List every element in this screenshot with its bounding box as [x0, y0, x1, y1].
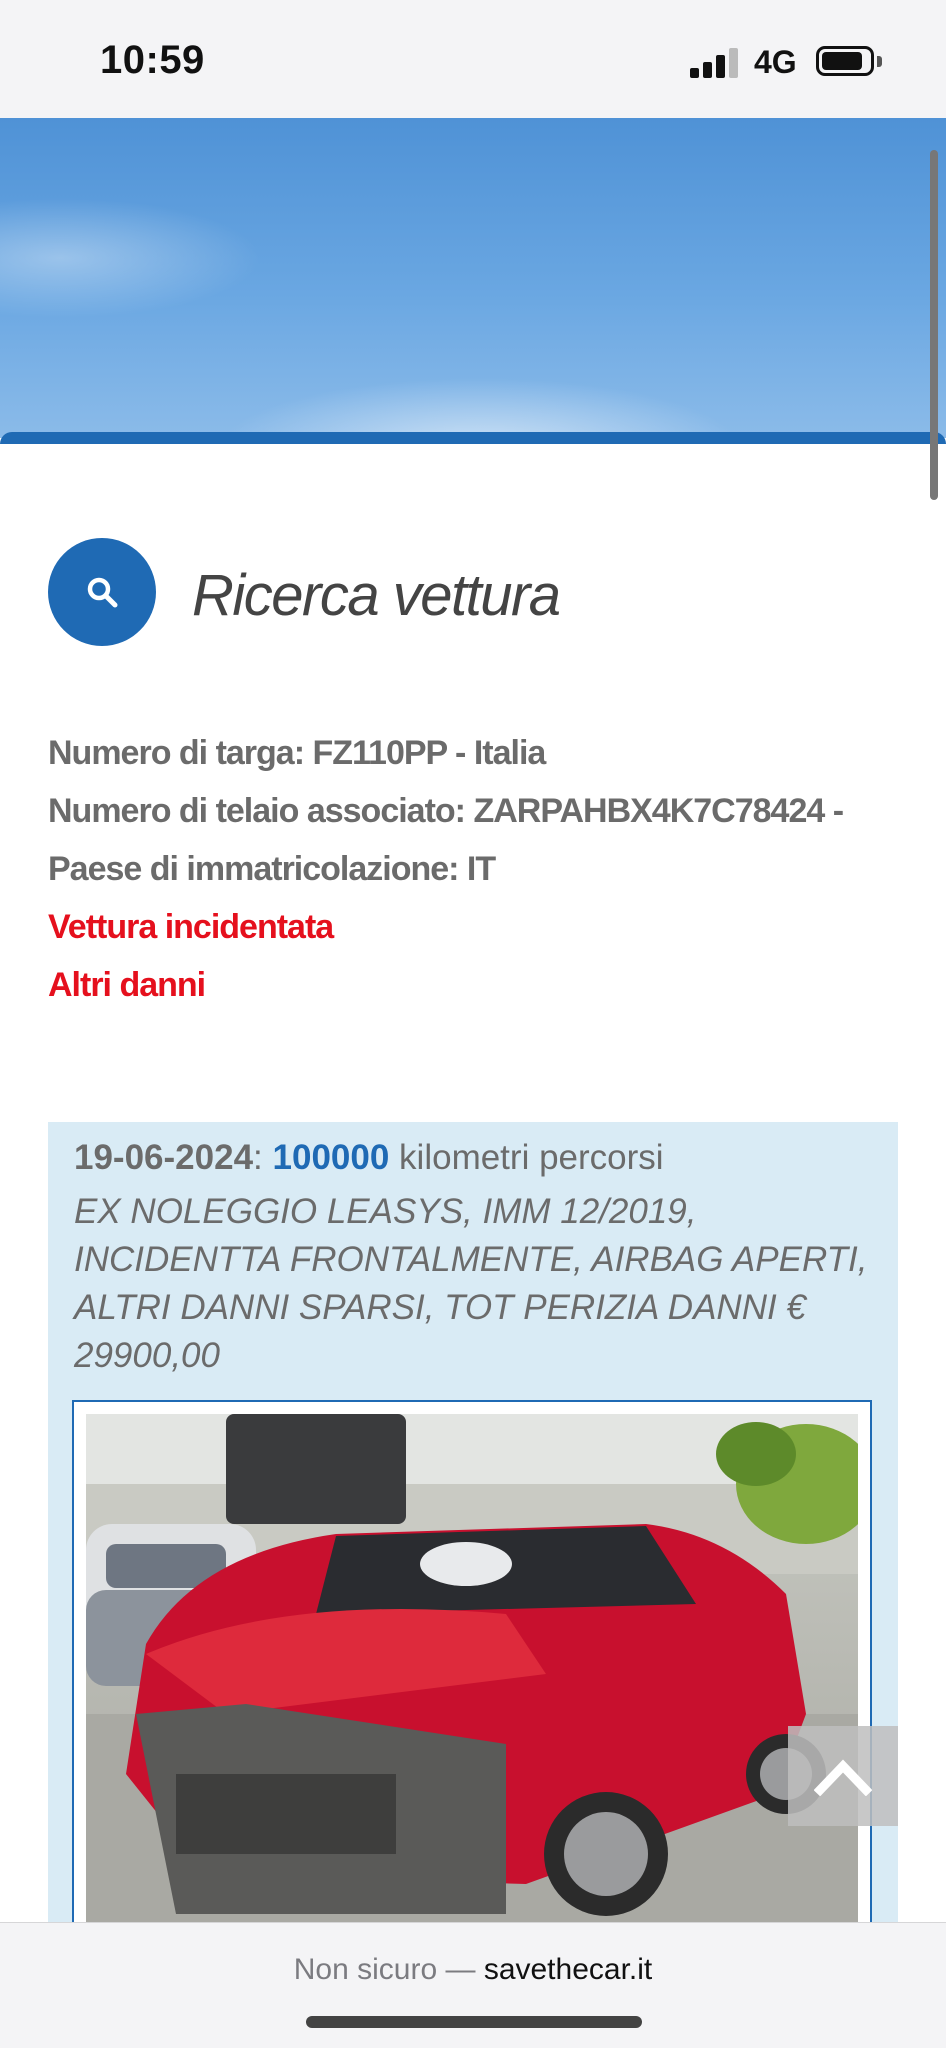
vehicle-info — [48, 724, 908, 1014]
record-header — [74, 1138, 664, 1178]
site-domain: savethecar.it — [483, 1953, 653, 1986]
search-icon[interactable] — [48, 538, 156, 646]
scrollbar[interactable] — [930, 150, 938, 500]
vin-line: Numero di telaio associato: ZARPAHBX4K7C78424 - Paese di immatricolazione: IT — [48, 792, 844, 888]
address-text[interactable] — [0, 1953, 946, 1987]
car-photo[interactable] — [86, 1414, 858, 1934]
record-note: EX NOLEGGIO LEASYS, IMM 12/2019, INCIDENTTA FRONTALMENTE, AIRBAG APERTI, ALTRI DANNI SPARSI, TOT PERIZIA DANNI € 29900,00 — [74, 1192, 868, 1375]
security-label: Non sicuro — — [293, 1953, 476, 1986]
browser-address-bar[interactable] — [0, 1922, 946, 2048]
chevron-up-icon — [814, 1756, 872, 1796]
scroll-to-top-button[interactable] — [788, 1726, 898, 1826]
network-type: 4G — [754, 44, 797, 80]
battery-icon — [816, 46, 874, 76]
status-time: 10:59 — [100, 38, 205, 82]
home-indicator[interactable] — [306, 2016, 642, 2028]
record-separator: : — [253, 1138, 263, 1177]
battery-tip — [877, 56, 882, 67]
signal-icon — [690, 48, 738, 78]
record-date: 19-06-2024 — [74, 1138, 254, 1177]
header-banner — [0, 118, 946, 438]
plate-line: Numero di targa: FZ110PP - Italia — [48, 734, 546, 772]
page-title: Ricerca vettura — [192, 563, 560, 628]
status-bar — [0, 0, 946, 118]
record-km: 100000 — [272, 1138, 390, 1177]
accident-status: Vettura incidentata — [48, 908, 334, 946]
record-km-label: kilometri percorsi — [399, 1138, 664, 1177]
damage-status: Altri danni — [48, 966, 206, 1004]
inspection-record — [48, 1122, 898, 1932]
car-photo-frame[interactable] — [72, 1400, 872, 1940]
